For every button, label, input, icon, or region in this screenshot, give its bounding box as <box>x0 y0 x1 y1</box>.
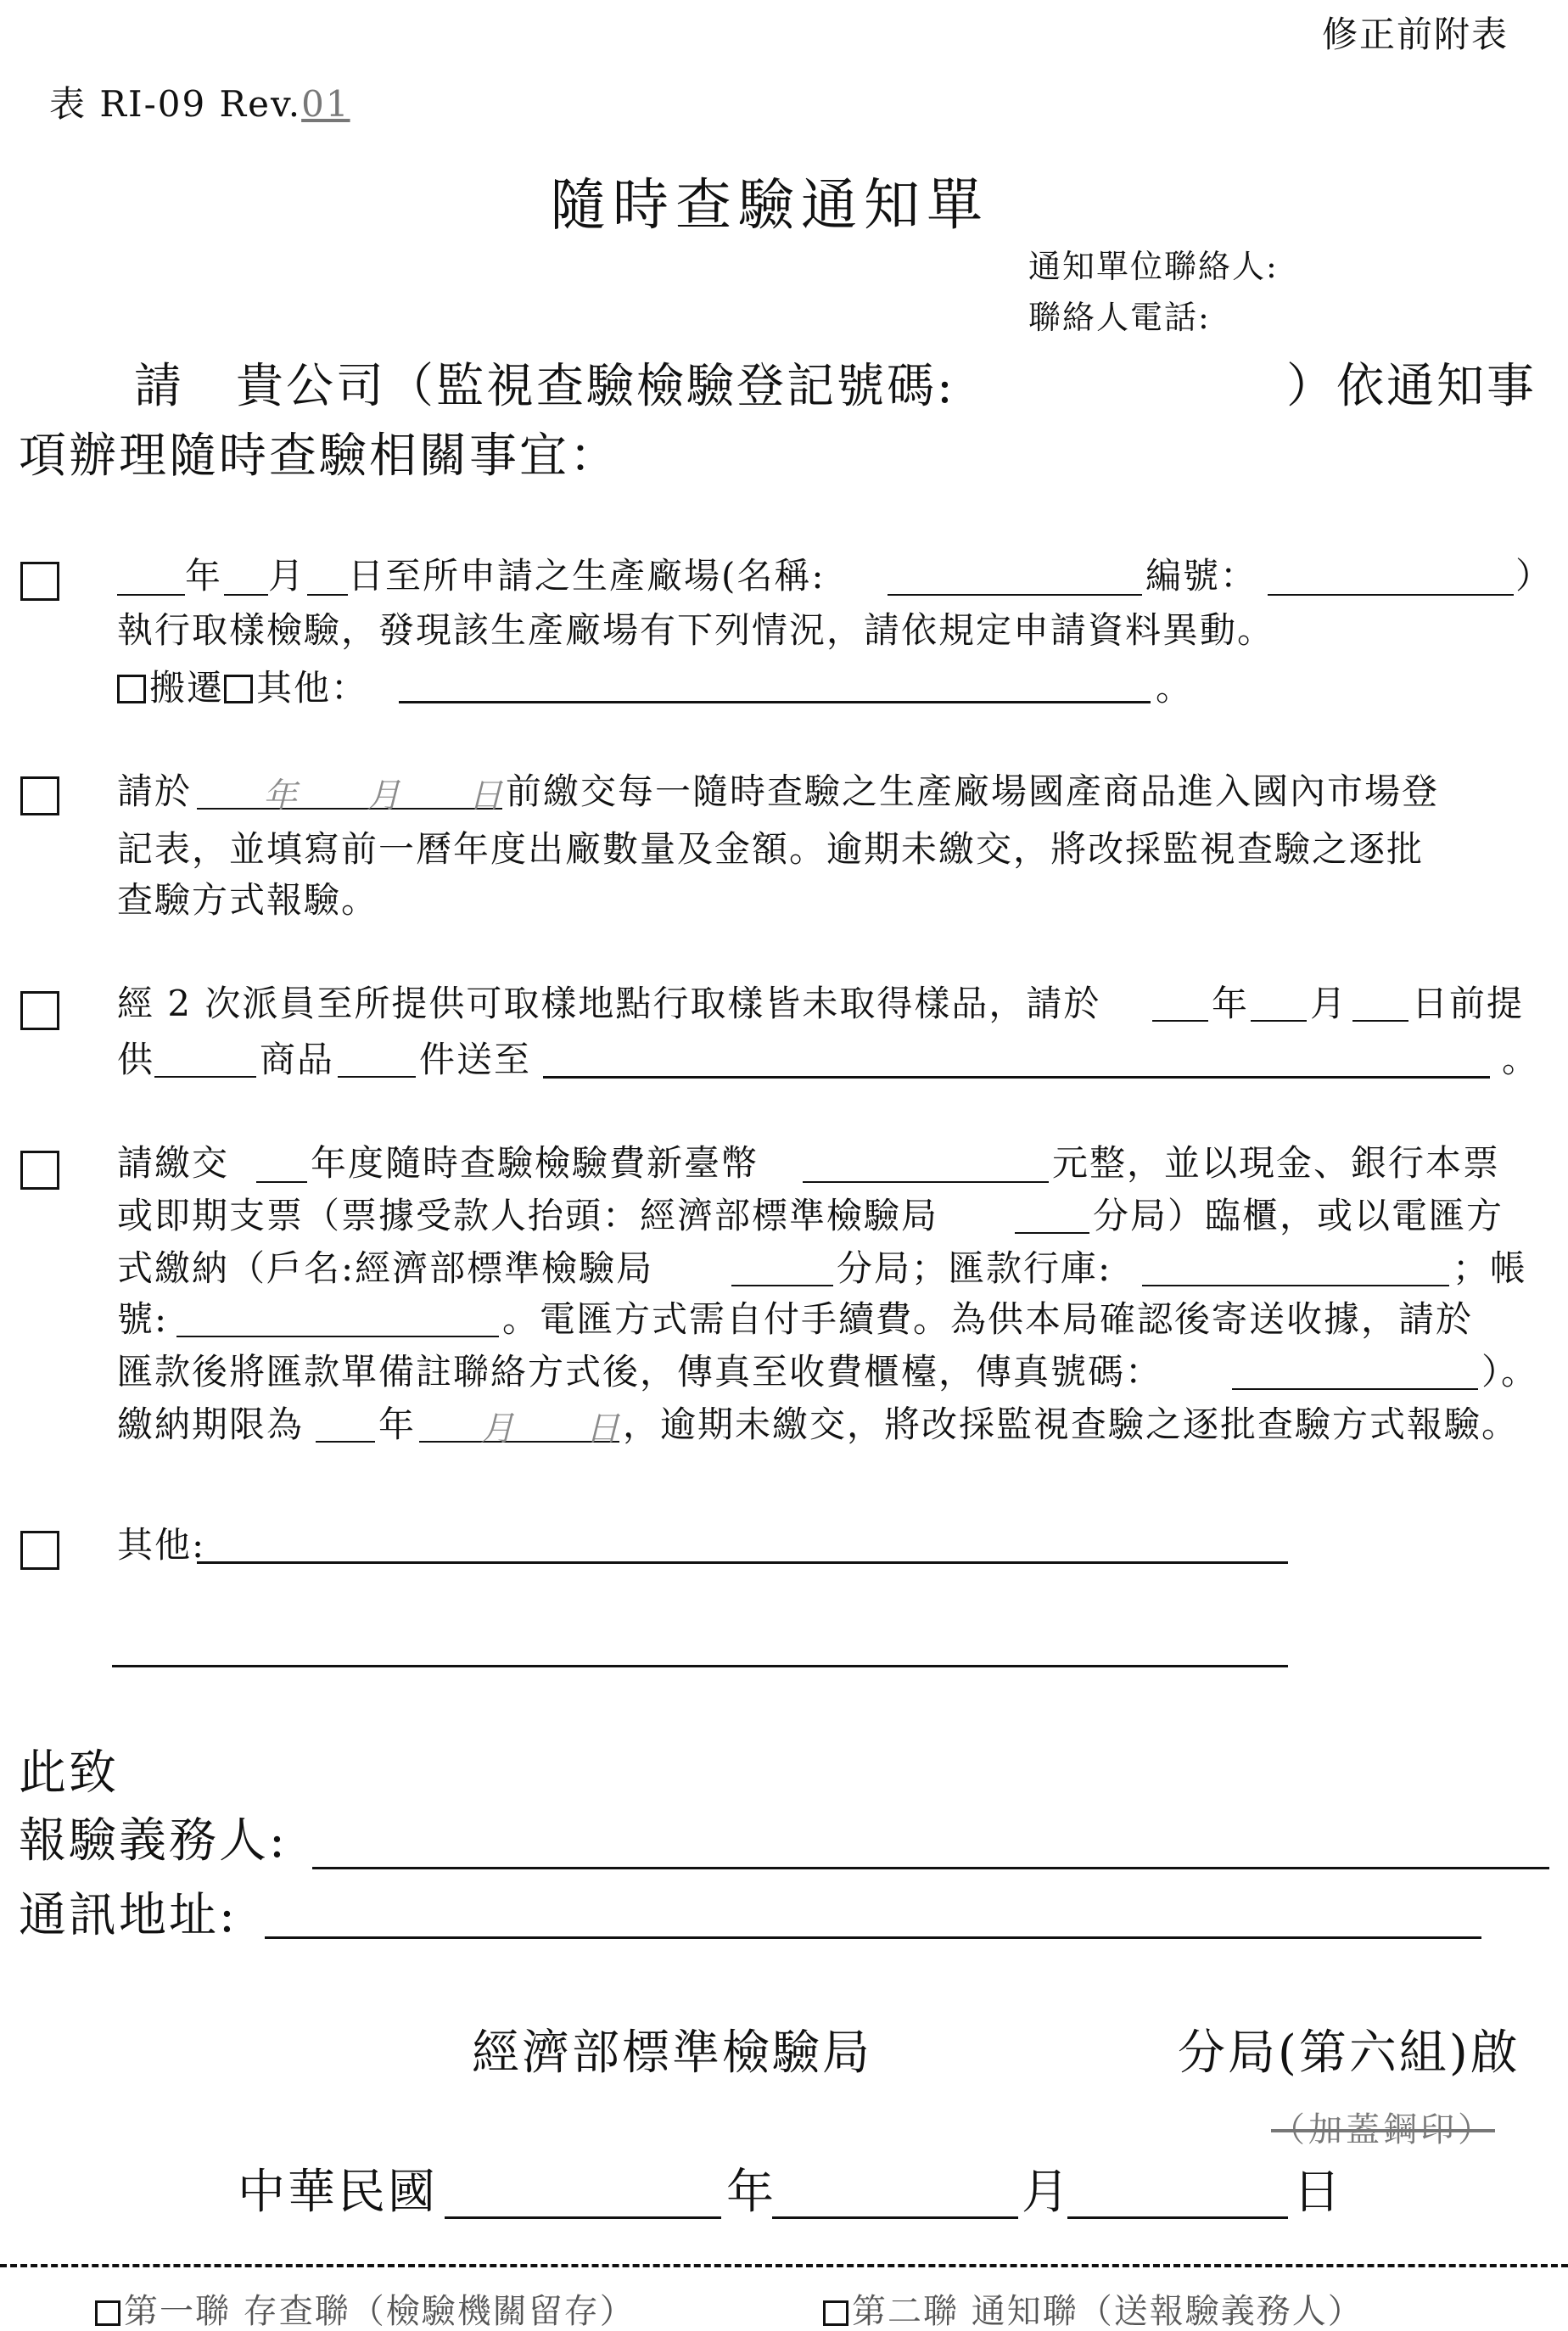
item5-other-label: 其他: <box>117 1524 206 1566</box>
item1-line2: 執行取樣檢驗，發現該生產廠場有下列情況，請依規定申請資料異動。 <box>117 609 1275 651</box>
item4-line3a: 式繳納（戶名:經濟部標準檢驗局 <box>117 1247 654 1289</box>
item1-factory-name-blank[interactable] <box>888 594 1142 596</box>
copy1-label: 第一聯 存查聯（檢驗機關留存） <box>124 2292 636 2331</box>
form-revision: 01 <box>301 83 350 125</box>
item4-pay: 請繳交 <box>117 1142 230 1184</box>
obligor-blank[interactable] <box>312 1867 1549 1869</box>
item4-line6a: 繳納期限為 <box>117 1404 305 1445</box>
item4-line3c: ；帳 <box>1453 1247 1528 1289</box>
item2-date-blank[interactable] <box>197 808 502 810</box>
item2-line2: 記表，並填寫前一曆年度出廠數量及金額。逾期未繳交，將改採監視查驗之逐批 <box>117 828 1425 870</box>
item4-line2a: 或即期支票（票據受款人抬頭：經濟部標準檢驗局 <box>117 1195 939 1236</box>
item3-send-to: 件送至 <box>419 1039 532 1080</box>
item4-line5a: 匯款後將匯款單備註聯絡方式後，傳真至收費櫃檯，傳真號碼： <box>117 1351 1163 1392</box>
item1-year-blank[interactable] <box>117 594 185 596</box>
form-code-text: 表 RI-09 Rev. <box>49 83 302 125</box>
contact-label: 通知單位聯絡人: <box>1028 248 1279 285</box>
seal-note: （加蓋鋼印） <box>1271 2110 1495 2149</box>
item2-hand-year: 年 <box>263 776 297 815</box>
item1-day-blank[interactable] <box>307 594 348 596</box>
item3-provide: 供 <box>117 1039 155 1080</box>
regards-text: 此致 <box>19 1745 119 1801</box>
item3-goods-blank[interactable] <box>154 1076 256 1078</box>
item2-text: 前繳交每一隨時查驗之生產廠場國產商品進入國內市場登 <box>506 770 1440 812</box>
item4-deadline-year-label: 年 <box>378 1404 417 1445</box>
item1-month-blank[interactable] <box>224 594 268 596</box>
item4-line4a: 號: <box>117 1298 169 1340</box>
page-title: 隨時查驗通知單 <box>550 172 989 238</box>
item1-close-paren: ） <box>1515 555 1554 597</box>
item2-before: 請於 <box>117 770 193 812</box>
item4-fee-text: 年度隨時查驗檢驗費新臺幣 <box>311 1142 759 1184</box>
item1-period: 。 <box>1156 667 1194 709</box>
item1-year-label: 年 <box>185 555 223 597</box>
item2-hand-day: 日 <box>468 776 502 815</box>
item3-year-label: 年 <box>1212 983 1250 1024</box>
item5-other-blank-1[interactable] <box>197 1561 1288 1564</box>
other-change-checkbox[interactable] <box>224 675 253 703</box>
item3-goods-label: 商品 <box>260 1039 335 1080</box>
copy1-option <box>95 2292 636 2331</box>
relocate-checkbox[interactable] <box>117 675 146 703</box>
item3-day-label: 日前提 <box>1412 983 1525 1024</box>
item1-number-label: 編號： <box>1145 555 1258 597</box>
date-day-blank[interactable] <box>1067 2216 1288 2219</box>
item5-other-blank-2[interactable] <box>112 1665 1288 1667</box>
copy2-option <box>823 2292 1364 2331</box>
date-year-label: 年 <box>726 2165 776 2220</box>
item4-account-branch-blank[interactable] <box>731 1285 833 1286</box>
item3-month-label: 月 <box>1310 983 1348 1024</box>
item4-hand-month: 月 <box>480 1409 514 1448</box>
item3-period: 。 <box>1502 1039 1540 1080</box>
copy2-label: 第二聯 通知聯（送報驗義務人） <box>852 2292 1364 2331</box>
phone-label: 聯絡人電話: <box>1028 299 1211 336</box>
copy1-checkbox[interactable] <box>95 2300 120 2326</box>
roc-label: 中華民國 <box>238 2165 438 2220</box>
item3-month-blank[interactable] <box>1251 1020 1307 1022</box>
item4-hand-day: 日 <box>585 1409 619 1448</box>
item1-number-blank[interactable] <box>1268 594 1514 596</box>
item1-checkbox[interactable] <box>20 562 59 601</box>
address-label: 通訊地址: <box>19 1888 238 1943</box>
date-year-blank[interactable] <box>445 2216 721 2219</box>
item3-day-blank[interactable] <box>1352 1020 1408 1022</box>
item4-line4b: 。電匯方式需自付手續費。為供本局確認後寄送收據，請於 <box>502 1298 1474 1340</box>
item5-checkbox[interactable] <box>20 1531 59 1570</box>
item4-account-number-blank[interactable] <box>176 1336 499 1337</box>
attachment-label: 修正前附表 <box>1322 14 1509 55</box>
item4-yuan-text: 元整，並以現金、銀行本票 <box>1052 1142 1501 1184</box>
item4-line2b: 分局）臨櫃，或以電匯方 <box>1093 1195 1504 1236</box>
address-blank[interactable] <box>265 1936 1481 1939</box>
other-change-label: 其他： <box>256 667 369 709</box>
item1-factory-text: 日至所申請之生產廠場(名稱: <box>348 555 826 597</box>
item2-line3: 查驗方式報驗。 <box>117 879 379 921</box>
intro-per-notice: ）依通知事 <box>1286 359 1537 414</box>
item4-fax-blank[interactable] <box>1232 1388 1478 1390</box>
date-month-blank[interactable] <box>772 2216 1018 2219</box>
bureau-name: 經濟部標準檢驗局 <box>472 2026 872 2081</box>
obligor-label: 報驗義務人: <box>19 1813 288 1869</box>
item4-checkbox[interactable] <box>20 1151 59 1190</box>
item2-hand-month: 月 <box>367 776 400 815</box>
item1-options <box>117 667 369 709</box>
item4-line3b: 分局；匯款行庫: <box>837 1247 1112 1289</box>
item4-line5b: ）。 <box>1481 1351 1539 1392</box>
item4-line6b: ，逾期未繳交，將改採監視查驗之逐批查驗方式報驗。 <box>623 1404 1520 1445</box>
item3-checkbox[interactable] <box>20 991 59 1030</box>
item2-checkbox[interactable] <box>20 776 59 815</box>
tear-line <box>0 2264 1568 2267</box>
item1-other-blank[interactable] <box>399 701 1151 703</box>
item3-text: 經 2 次派員至所提供可取樣地點行取樣皆未取得樣品，請於 <box>117 983 1101 1024</box>
intro-line2: 項辦理隨時查驗相關事宜： <box>19 429 619 484</box>
item4-deadline-year-blank[interactable] <box>316 1441 375 1443</box>
intro-please: 請 <box>134 359 184 414</box>
date-month-label: 月 <box>1022 2165 1072 2220</box>
relocate-label: 搬遷 <box>149 667 225 709</box>
item1-month-label: 月 <box>268 555 306 597</box>
item3-pieces-blank[interactable] <box>338 1076 416 1078</box>
branch-name: 分局(第六組)啟 <box>1178 2026 1520 2081</box>
copy2-checkbox[interactable] <box>823 2300 848 2326</box>
item3-year-blank[interactable] <box>1152 1020 1208 1022</box>
item4-year-blank[interactable] <box>256 1181 307 1183</box>
item4-amount-blank[interactable] <box>803 1181 1049 1183</box>
item4-branch-blank[interactable] <box>1015 1232 1089 1234</box>
item4-bank-blank[interactable] <box>1142 1285 1449 1286</box>
item3-send-to-blank[interactable] <box>543 1076 1490 1079</box>
form-code <box>49 83 350 125</box>
intro-company: 貴公司（監視查驗檢驗登記號碼: <box>236 359 955 414</box>
date-day-label: 日 <box>1293 2165 1343 2220</box>
